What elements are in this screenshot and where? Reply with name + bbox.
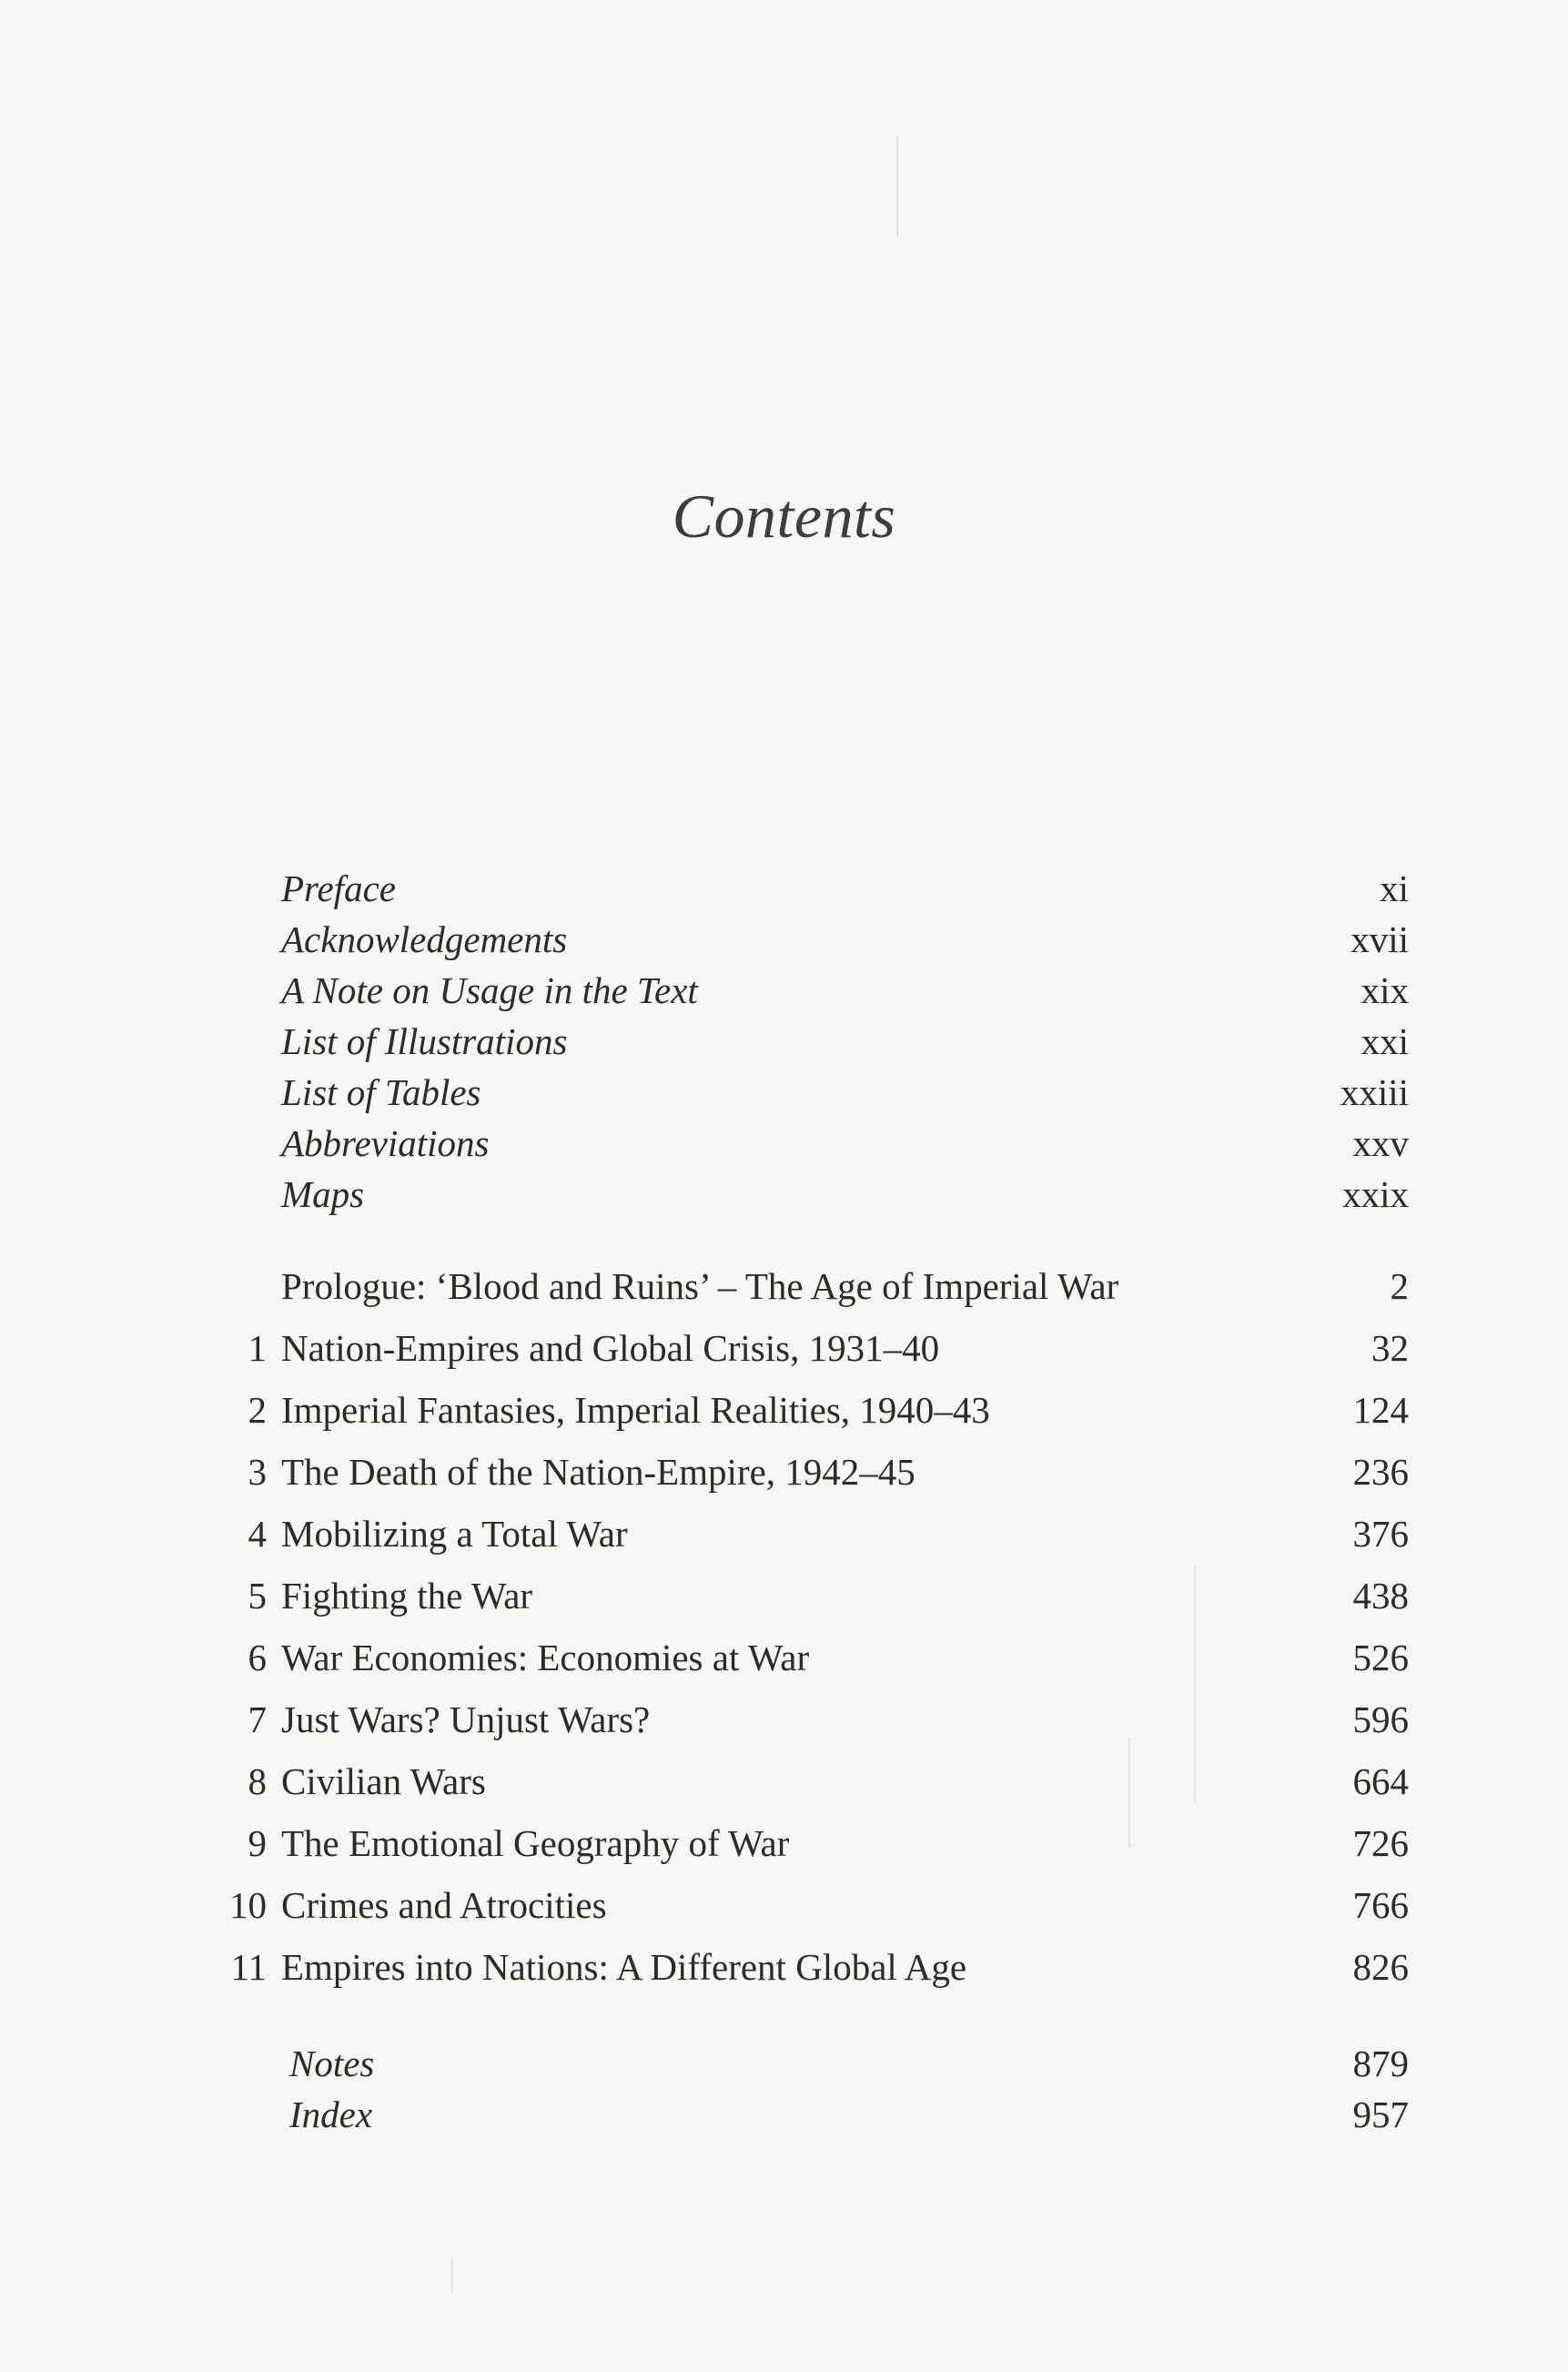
- toc-entry-chapter: [0, 1506, 1568, 1561]
- toc-entry-chapter: [0, 1878, 1568, 1932]
- entry-page-number: 664: [1352, 1760, 1409, 1802]
- entry-page-number: xix: [1361, 969, 1409, 1011]
- toc-entry-front: [0, 1116, 1568, 1171]
- entry-label: Acknowledgements: [281, 918, 568, 960]
- entry-page-number: 124: [1352, 1389, 1409, 1431]
- toc-entry-chapter: [0, 1630, 1568, 1685]
- entry-label: Prologue: ‘Blood and Ruins’ – The Age of Imperial War: [281, 1265, 1119, 1307]
- entry-label: List of Tables: [281, 1071, 481, 1113]
- entry-label: Nation-Empires and Global Crisis, 1931–40: [281, 1327, 940, 1369]
- toc-entry-back: [0, 2087, 1568, 2142]
- entry-page-number: 32: [1371, 1327, 1409, 1369]
- chapter-number: 1: [248, 1327, 267, 1369]
- entry-page-number: 596: [1352, 1698, 1409, 1740]
- chapter-number: 7: [248, 1698, 267, 1740]
- entry-page-number: xxiii: [1340, 1071, 1409, 1113]
- chapter-number: 8: [248, 1760, 267, 1802]
- toc-entry-back: [0, 2036, 1568, 2091]
- entry-label: Preface: [281, 867, 396, 909]
- scan-artifact: [451, 2257, 453, 2294]
- toc-entry-front: [0, 861, 1568, 916]
- toc-entry-front: [0, 963, 1568, 1018]
- chapter-number: 9: [248, 1822, 267, 1864]
- chapter-number: 11: [230, 1946, 267, 1988]
- toc-entry-front: [0, 1167, 1568, 1221]
- entry-page-number: xxv: [1352, 1122, 1409, 1164]
- toc-entry-chapter: [0, 1754, 1568, 1809]
- entry-page-number: 879: [1352, 2043, 1409, 2084]
- toc-entry-chapter: [0, 1940, 1568, 1994]
- entry-page-number: 376: [1352, 1513, 1409, 1555]
- page-title: Contents: [672, 481, 896, 551]
- chapter-number: 10: [229, 1884, 267, 1926]
- entry-page-number: 766: [1352, 1884, 1409, 1926]
- toc-entry-chapter: [0, 1259, 1568, 1313]
- toc-entry-chapter: [0, 1444, 1568, 1499]
- entry-label: Index: [289, 2093, 373, 2135]
- entry-page-number: xvii: [1351, 918, 1409, 960]
- toc-entry-front: [0, 1014, 1568, 1069]
- toc-entry-chapter: [0, 1383, 1568, 1437]
- entry-label: List of Illustrations: [281, 1020, 568, 1062]
- entry-page-number: 726: [1352, 1822, 1409, 1864]
- toc-entry-chapter: [0, 1692, 1568, 1747]
- entry-page-number: xxi: [1361, 1020, 1409, 1062]
- entry-label: A Note on Usage in the Text: [281, 969, 698, 1011]
- entry-label: Abbreviations: [281, 1122, 490, 1164]
- entry-page-number: 526: [1352, 1637, 1409, 1678]
- entry-page-number: 2: [1390, 1265, 1409, 1307]
- entry-label: War Economies: Economies at War: [281, 1637, 810, 1678]
- toc-entry-chapter: [0, 1321, 1568, 1375]
- toc-entry-front: [0, 912, 1568, 967]
- entry-label: Imperial Fantasies, Imperial Realities, 1940–43: [281, 1389, 990, 1431]
- entry-label: Civilian Wars: [281, 1760, 486, 1802]
- entry-label: Maps: [281, 1173, 365, 1215]
- toc-entry-front: [0, 1065, 1568, 1120]
- chapter-number: 2: [248, 1389, 267, 1431]
- toc-entry-chapter: [0, 1816, 1568, 1870]
- entry-label: Just Wars? Unjust Wars?: [281, 1698, 651, 1740]
- entry-label: Empires into Nations: A Different Global Age: [281, 1946, 967, 1988]
- chapter-number: 5: [248, 1575, 267, 1617]
- entry-page-number: xi: [1380, 867, 1409, 909]
- entry-label: Fighting the War: [281, 1575, 533, 1617]
- entry-page-number: xxix: [1342, 1173, 1409, 1215]
- entry-label: The Emotional Geography of War: [281, 1822, 790, 1864]
- entry-page-number: 957: [1352, 2093, 1409, 2135]
- entry-page-number: 438: [1352, 1575, 1409, 1617]
- chapter-number: 3: [248, 1451, 267, 1493]
- entry-label: The Death of the Nation-Empire, 1942–45: [281, 1451, 916, 1493]
- chapter-number: 4: [248, 1513, 267, 1555]
- entry-page-number: 236: [1352, 1451, 1409, 1493]
- chapter-number: 6: [248, 1637, 267, 1678]
- entry-page-number: 826: [1352, 1946, 1409, 1988]
- entry-label: Mobilizing a Total War: [281, 1513, 628, 1555]
- entry-label: Notes: [289, 2043, 375, 2084]
- scan-artifact: [896, 137, 898, 237]
- toc-entry-chapter: [0, 1568, 1568, 1623]
- entry-label: Crimes and Atrocities: [281, 1884, 607, 1926]
